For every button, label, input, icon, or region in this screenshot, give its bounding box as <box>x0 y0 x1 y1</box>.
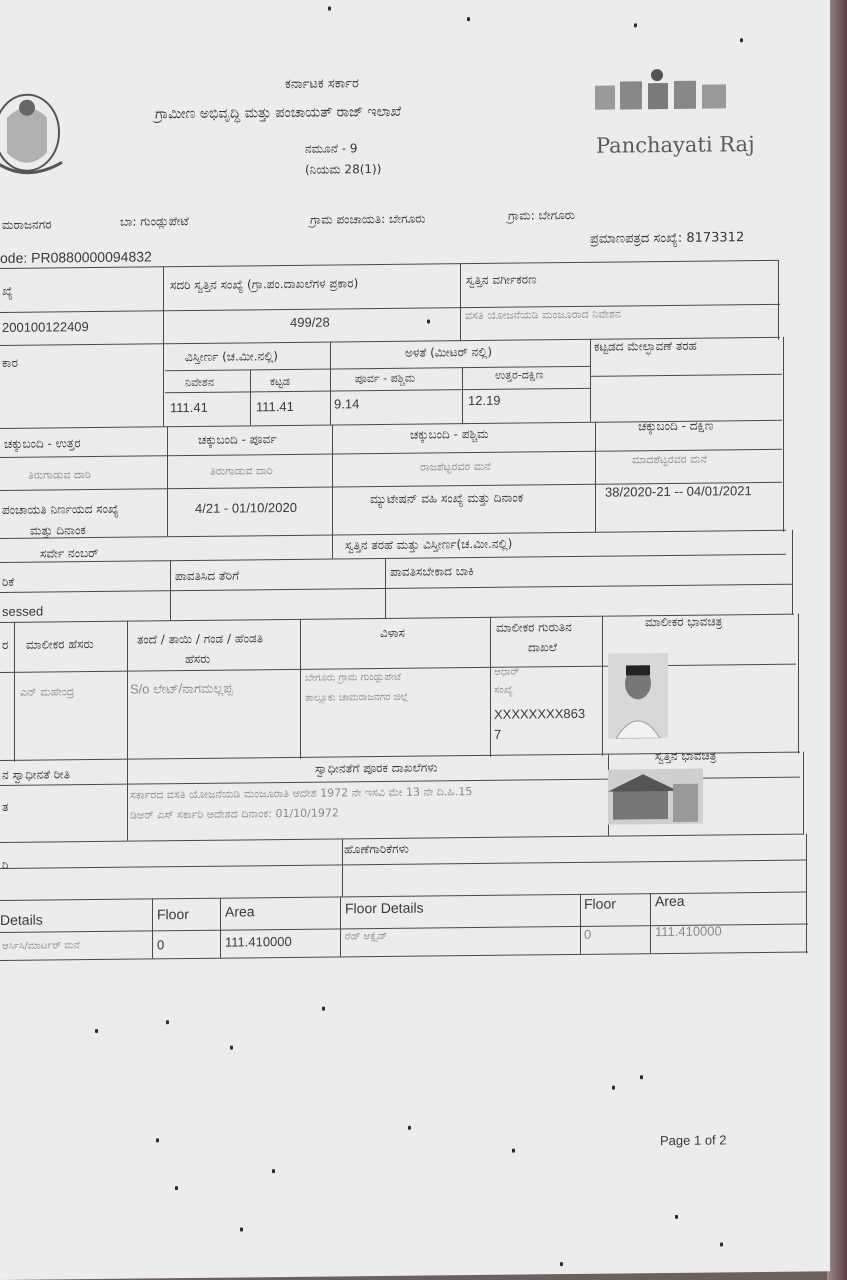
floor-row1-area: 111.410000 <box>225 933 292 950</box>
floor-header-2: Floor <box>584 895 616 912</box>
area-col-header: Area <box>225 903 255 920</box>
owner-id-header-line1: ಮಾಲೀಕರ ಗುರುತಿನ <box>496 620 572 635</box>
panchayati-raj-logo-text: Panchayati Raj <box>596 132 755 158</box>
liabilities-left-label: ರಿ <box>2 857 9 872</box>
rule-number: (ನಿಯಮ 28(1)) <box>305 162 382 177</box>
owner-relation-value: S/o ಲೇಟ್/ನಾಗಮಲ್ಲಪ್ಪ <box>130 680 233 697</box>
property-id-value: 200100122409 <box>2 319 89 335</box>
north-south-value: 12.19 <box>468 392 501 409</box>
district-label: ಮರಾಜನಗರ <box>2 217 52 232</box>
resolution-label-line2: ಮತ್ತು ದಿನಾಂಕ <box>30 523 86 538</box>
classification-value: ವಸತಿ ಯೋಜನೆಯಡಿ ಮಂಜೂರಾದ ನಿವೇಶನ <box>465 307 622 323</box>
building-area-value: 111.41 <box>256 398 294 415</box>
certificate-number: ಪ್ರಮಾಣಪತ್ರದ ಸಂಖ್ಯೆ: 8173312 <box>590 230 745 247</box>
ownership-docs-line1: ಸರ್ಕಾರದ ವಸತಿ ಯೋಜನೆಯಡಿ ಮಂಜೂರಾತಿ ಆದೇಶ 1972 ನೇ ಇಸವಿ ಮೇ 13 ನೇ ದಿ.ಹಿ.15 <box>130 785 473 802</box>
west-boundary-label: ಚಕ್ಕುಬಂದಿ - ಪಶ್ಚಿಮ <box>410 426 489 442</box>
karnataka-emblem-icon <box>0 77 77 188</box>
classification-header: ಸ್ವತ್ತಿನ ವರ್ಗೀಕರಣ <box>466 272 537 288</box>
tax-paid-label: ಪಾವತಿಸಿದ ತೆರಿಗೆ <box>175 568 240 584</box>
area-header: ವಿಸ್ತೀರ್ಣ (ಚ.ಮೀ.ನಲ್ಲಿ) <box>185 349 278 365</box>
floor-details-header-2: Floor Details <box>345 899 424 917</box>
owner-address-line2: ತಾಲ್ಲೂಕು ಚಾಮರಾಜನಗರ ಜಿಲ್ಲೆ <box>305 691 409 704</box>
floor-row2-details: ರೆಡ್ ಆಕ್ಸೈಡ್ <box>345 930 388 943</box>
tax-status: sessed <box>2 603 44 619</box>
owner-address-line1: ಬೇಗೂರು ಗ್ರಾಮ ಗುಂಡ್ಲುಪೇಟೆ <box>305 671 402 684</box>
owner-id-value-line2: 7 <box>494 726 502 742</box>
ownership-method-value: ತ <box>2 799 9 814</box>
page-number: Page 1 of 2 <box>660 1132 727 1149</box>
owner-name-header: ಮಾಲೀಕರ ಹೆಸರು <box>26 637 94 652</box>
owner-relation-header-line2: ಹೆಸರು <box>185 651 211 667</box>
area-col-header-2: Area <box>655 892 685 910</box>
resolution-value: 4/21 - 01/10/2020 <box>195 499 297 516</box>
dimension-header: ಅಳತೆ (ಮೀಟರ್ ನಲ್ಲಿ) <box>405 344 493 360</box>
owner-id-type-line1: ಆಧಾರ್ <box>494 666 520 678</box>
liabilities-label: ಹೊಣೆಗಾರಿಕೆಗಳು <box>344 841 409 857</box>
owner-id-header-line2: ದಾಖಲೆ <box>528 640 557 655</box>
property-photo-label: ಸ್ವತ್ತಿನ ಭಾವಚಿತ್ರ <box>655 748 717 764</box>
floor-details-header: Details <box>0 911 43 928</box>
property-code: ode: PR0880000094832 <box>0 248 152 266</box>
owner-name-value: ಎನ್ ಮಹೇಂದ್ರ <box>20 685 75 699</box>
owner-photo <box>608 653 668 739</box>
owner-id-value-line1: XXXXXXXX863 <box>494 705 586 722</box>
property-photo <box>608 769 703 825</box>
floor-row1-details: ಆರ್ಸಿಸಿ/ಮಾರ್ಟರ್ ಮನೆ <box>2 940 80 952</box>
mutation-value: 38/2020-21 -- 04/01/2021 <box>605 483 752 500</box>
floor-header: Floor <box>157 906 189 923</box>
site-area-value: 111.41 <box>170 399 208 416</box>
property-id-header: ಖ್ಯೆ <box>2 283 13 298</box>
tax-due-label: ಪಾವತಿಸಬೇಕಾದ ಬಾಕಿ <box>390 564 474 579</box>
owner-relation-header-line1: ತಂದೆ / ತಾಯಿ / ಗಂಡ / ಹೆಂಡತಿ <box>137 631 263 647</box>
survey-number-label: ಸರ್ವೇ ನಂಬರ್ <box>40 545 99 561</box>
owner-id-type-line2: ಸಂಖ್ಯೆ <box>494 684 513 696</box>
north-boundary-label: ಚಕ್ಕುಬಂದಿ - ಉತ್ತರ <box>4 436 81 451</box>
mutation-label: ಮ್ಯುಟೇಷನ್ ವಹಿ ಸಂಖ್ಯೆ ಮತ್ತು ದಿನಾಂಕ <box>370 490 524 507</box>
ownership-method-label: ನ ಸ್ವಾಧೀನತೆ ರೀತಿ <box>2 767 70 782</box>
ownership-docs-line2: ಡಿಆರ್ ಎಸ್ ಸರ್ಕಾರಿ ಆದೇಶದ ದಿನಾಂಕ: 01/10/1972 <box>130 806 339 822</box>
north-boundary-value: ತಿರುಗಾಡುವ ದಾರಿ <box>28 468 91 482</box>
village-label: ಗ್ರಾಮ: ಬೇಗೂರು <box>508 207 575 223</box>
site-area-header: ನಿವೇಶನ <box>185 375 214 390</box>
property-number-value: 499/28 <box>290 314 330 330</box>
south-boundary-label: ಚಕ್ಕುಬಂದಿ - ದಕ್ಷಿಣ <box>638 418 714 434</box>
north-south-header: ಉತ್ತರ-ದಕ್ಷಿಣ <box>495 368 544 382</box>
east-boundary-label: ಚಕ್ಕುಬಂದಿ - ಪೂರ್ವ <box>198 432 277 447</box>
government-title: ಕರ್ನಾಟಕ ಸರ್ಕಾರ <box>285 76 359 93</box>
east-boundary-value: ತಿರುಗಾಡುವ ದಾರಿ <box>210 464 273 478</box>
ownership-docs-label: ಸ್ವಾಧೀನತೆಗೆ ಪೂರಕ ದಾಖಲೆಗಳು <box>315 760 438 776</box>
owner-serial-header: ರ <box>2 637 9 652</box>
type-area-label: ಸ್ವತ್ತಿನ ತರಹೆ ಮತ್ತು ವಿಸ್ತೀರ್ಣ(ಚ.ಮೀ.ನಲ್ಲಿ) <box>345 536 513 553</box>
owner-photo-header: ಮಾಲೀಕರ ಭಾವಚಿತ್ರ <box>645 614 723 630</box>
tax-col-label: ರಿಕೆ <box>2 574 15 589</box>
background-edge <box>827 0 847 1280</box>
panchayat-label: ಗ್ರಾಮ ಪಂಚಾಯತಿ: ಬೇಗೂರು <box>310 211 426 227</box>
floor-row2-area: 111.410000 <box>655 923 722 940</box>
roof-type-header: ಕಟ್ಟಡದ ಮೇಲ್ಛಾವಣೆ ತರಹ <box>594 338 697 354</box>
building-area-header: ಕಟ್ಟಡ <box>270 374 290 389</box>
owner-address-header: ವಿಳಾಸ <box>380 625 405 641</box>
form-number: ನಮೂನೆ - 9 <box>305 141 358 156</box>
taluk-label: ಬಾ: ಗುಂಡ್ಲುಪೇಟೆ <box>120 214 189 229</box>
east-west-header: ಪೂರ್ವ - ಪಶ್ಚಿಮ <box>355 371 416 386</box>
department-title: ಗ್ರಾಮೀಣ ಅಭಿವೃದ್ಧಿ ಮತ್ತು ಪಂಚಾಯತ್ ರಾಜ್ ಇಲಾಖೆ <box>155 103 402 123</box>
west-boundary-value: ರಾಜಶೆಟ್ಟರವರ ಮನೆ <box>420 459 491 474</box>
floor-row1-floor: 0 <box>157 937 165 953</box>
south-boundary-value: ಮಾದಶೆಟ್ಟರವರ ಮನೆ <box>632 452 708 467</box>
east-west-value: 9.14 <box>334 396 360 412</box>
property-number-header: ಸದರಿ ಸ್ವತ್ತಿನ ಸಂಖ್ಯೆ (ಗ್ರಾ.ಪಂ.ದಾಖಲೆಗಳ ಪ್ರಕಾರ) <box>170 276 359 293</box>
type-header: ಕಾರ <box>2 355 18 370</box>
resolution-label-line1: ಪಂಚಾಯತಿ ನಿರ್ಣಯದ ಸಂಖ್ಯೆ <box>2 501 119 517</box>
floor-row2-floor: 0 <box>584 926 592 942</box>
